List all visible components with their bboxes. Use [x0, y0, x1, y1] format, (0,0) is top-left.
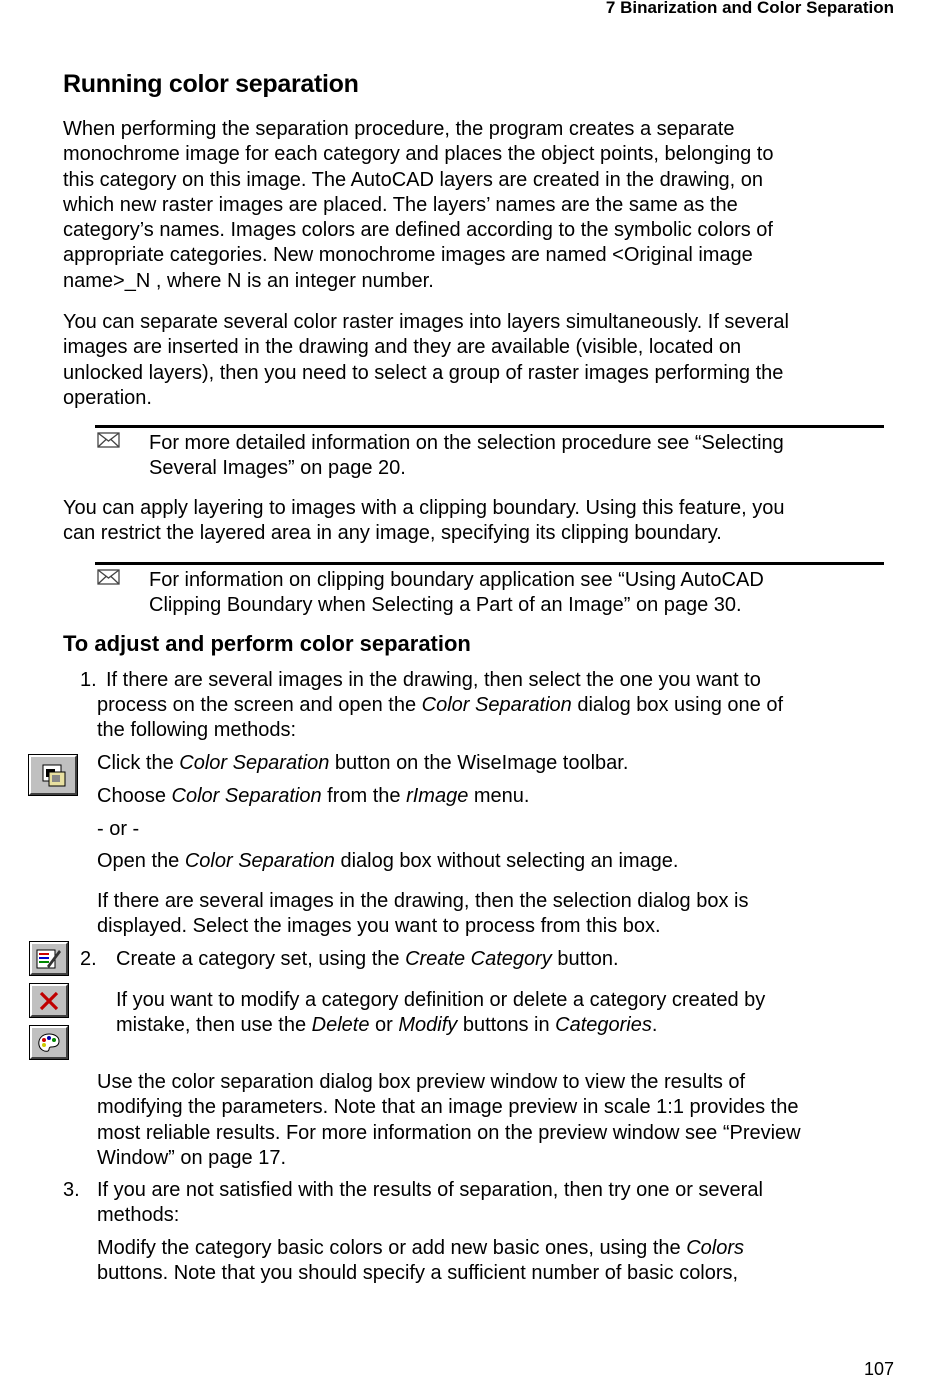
step1-line: process on the screen and open the Color Separation dialog box using one of: [97, 694, 784, 716]
text-line: most reliable results. For more information on the preview window see “Preview: [97, 1121, 801, 1144]
text-line: You can apply layering to images with a clipping boundary. Using this feature, you: [63, 497, 785, 519]
modify-palette-icon[interactable]: [30, 1026, 68, 1059]
note-divider: [95, 425, 884, 428]
text-line: category’s names. Images colors are defined according to the symbolic colors of: [63, 219, 773, 242]
delete-icon[interactable]: [30, 984, 68, 1017]
procedure-title: To adjust and perform color separation: [63, 631, 471, 656]
text-line: Use the color separation dialog box preview window to view the results of: [97, 1071, 746, 1093]
text-line: buttons. Note that you should specify a sufficient number of basic colors,: [97, 1262, 739, 1285]
text-line: Modify the category basic colors or add new basic ones, using the Colors: [97, 1237, 745, 1259]
step-number: 2.: [80, 948, 97, 970]
text-line: name>_N , where N is an integer number.: [63, 269, 434, 292]
envelope-icon: [97, 430, 121, 455]
step1-line: If there are several images in the drawing, then select the one you want to: [106, 669, 761, 691]
text-line: appropriate categories. New monochrome images are named <Original image: [63, 244, 753, 267]
step3-method: [97, 1236, 744, 1287]
step-number: 3.: [63, 1179, 80, 1201]
text-line: For more detailed information on the selection procedure see “Selecting: [149, 432, 784, 454]
or-separator: - or -: [97, 818, 140, 840]
text-line: If you want to modify a category definition or delete a category created by: [116, 989, 766, 1011]
step2-line: Create a category set, using the Create Category button.: [116, 948, 619, 970]
color-separation-icon[interactable]: [29, 755, 77, 795]
paragraph-clipping: [63, 496, 785, 547]
note-divider: [95, 562, 884, 565]
text-line: displayed. Select the images you want to process from this box.: [97, 915, 661, 938]
text-line: can restrict the layered area in any image, specifying its clipping boundary.: [63, 522, 722, 545]
section-title: Running color separation: [63, 70, 359, 98]
text-line: this category on this image. The AutoCAD layers are created in the drawing, on: [63, 168, 764, 191]
text-line: which new raster images are placed. The layers’ names are the same as the: [63, 193, 738, 216]
text-line: If you are not satisfied with the results of separation, then try one or several: [97, 1179, 763, 1201]
text-line: unlocked layers), then you need to select a group of raster images performing the: [63, 361, 784, 384]
text-line: Several Images” on page 20.: [149, 457, 406, 480]
step2-subtext: [116, 988, 765, 1039]
method-choose-menu: Choose Color Separation from the rImage menu.: [97, 785, 530, 807]
selection-dialog-text: [97, 889, 748, 940]
step1-line: the following methods:: [97, 719, 297, 741]
text-line: When performing the separation procedure, the program creates a separate: [63, 118, 735, 140]
step-number: 1.: [80, 669, 97, 691]
text-line: Clipping Boundary when Selecting a Part of an Image” on page 30.: [149, 594, 742, 617]
text-line: mistake, then use the Delete or Modify buttons in Categories.: [116, 1014, 658, 1037]
text-line: monochrome image for each category and places the object points, belonging to: [63, 143, 774, 166]
method-click-button: Click the Color Separation button on the WiseImage toolbar.: [97, 752, 629, 774]
text-line: operation.: [63, 386, 152, 409]
text-line: If there are several images in the drawing, then the selection dialog box is: [97, 890, 749, 912]
text-line: modifying the parameters. Note that an image preview in scale 1:1 provides the: [97, 1096, 799, 1119]
step3-text: [97, 1178, 763, 1229]
text-line: Window” on page 17.: [97, 1146, 287, 1169]
paragraph-intro: [63, 117, 773, 294]
text-line: methods:: [97, 1204, 180, 1227]
note-selection: [149, 431, 784, 482]
running-head: 7 Binarization and Color Separation: [605, 0, 894, 17]
paragraph-multiple-images: [63, 310, 789, 411]
text-line: images are inserted in the drawing and they are available (visible, located on: [63, 336, 742, 359]
preview-paragraph: [97, 1070, 801, 1171]
envelope-icon: [97, 567, 121, 592]
page-number: 107: [863, 1359, 894, 1379]
method-open-dialog: Open the Color Separation dialog box without selecting an image.: [97, 850, 679, 872]
create-category-icon[interactable]: [30, 942, 68, 975]
text-line: You can separate several color raster images into layers simultaneously. If several: [63, 311, 789, 333]
note-clipping: [149, 568, 764, 619]
text-line: For information on clipping boundary application see “Using AutoCAD: [149, 569, 764, 591]
